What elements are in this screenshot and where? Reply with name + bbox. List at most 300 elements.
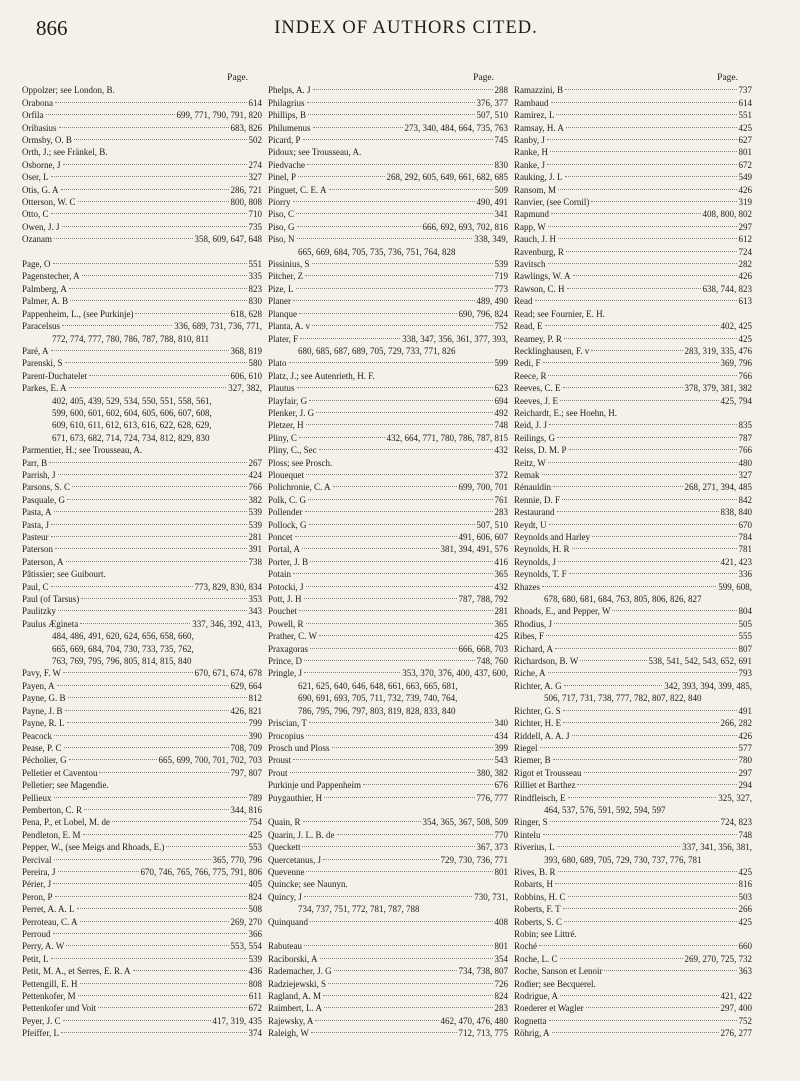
- dot-leader: [69, 759, 157, 760]
- dot-leader: [563, 387, 683, 388]
- page-references: 268, 292, 605, 649, 661, 682, 685: [386, 172, 508, 183]
- dot-leader: [563, 908, 737, 909]
- entry-line: [514, 978, 752, 990]
- author-name: Pasteur: [22, 532, 49, 542]
- author-name: Otis, G. A: [22, 184, 59, 195]
- running-title: INDEX OF AUTHORS CITED.: [274, 18, 538, 38]
- index-entry: [514, 457, 752, 469]
- entry-line: [22, 680, 262, 692]
- entry-line: [268, 432, 508, 444]
- page-references: 580: [248, 358, 262, 369]
- page-references-continued: 464, 537, 576, 591, 592, 594, 597: [544, 804, 666, 815]
- author-name: Oser, L: [22, 172, 49, 183]
- author-name: Prout: [268, 767, 288, 778]
- entry-line: [22, 146, 262, 158]
- index-entry: [22, 320, 262, 345]
- page-references: 491: [738, 705, 752, 716]
- author-name: Pepper, W., (see Meigs and Rhoads, E.): [22, 842, 165, 853]
- page-references: 807: [738, 643, 752, 654]
- index-entry: [268, 978, 508, 990]
- index-entry: [22, 581, 262, 593]
- page-references: 793: [738, 668, 752, 679]
- index-entry: [22, 779, 262, 791]
- author-name: Osborne, J: [22, 159, 61, 170]
- page-references: 343: [248, 606, 262, 617]
- entry-line: [22, 122, 262, 134]
- page-references: 432: [494, 445, 508, 456]
- dot-leader: [63, 672, 192, 673]
- dot-leader: [61, 1032, 247, 1033]
- entry-line: [514, 320, 752, 332]
- index-entry: [22, 444, 262, 456]
- index-entry: [514, 605, 752, 617]
- dot-leader: [61, 189, 229, 190]
- entry-line: [22, 568, 262, 580]
- dot-leader: [63, 164, 247, 165]
- author-name: Rintelu: [514, 829, 541, 840]
- page-references-continued: 680, 685, 687, 689, 705, 729, 733, 771, 826: [298, 345, 456, 356]
- author-name: Pena, P., et Lobel, M. de: [22, 817, 110, 828]
- index-entry: [514, 1027, 752, 1039]
- entry-line: [22, 345, 262, 357]
- entry-line: [22, 184, 262, 196]
- entry-line: [514, 866, 752, 878]
- author-name: Pelletier et Caventou: [22, 767, 98, 778]
- index-entry: [22, 705, 262, 717]
- author-name: Pappenheim, L., (see Purkinje): [22, 308, 134, 319]
- page-references: 282: [738, 259, 752, 270]
- index-entry: [22, 146, 262, 158]
- entry-line: [514, 965, 752, 977]
- author-name: Paracelsus: [22, 321, 60, 332]
- author-name: Reynolds, T. F: [514, 569, 567, 580]
- dot-leader: [133, 970, 247, 971]
- index-entry: [22, 122, 262, 134]
- entry-line: [514, 717, 752, 729]
- index-entry: [514, 146, 752, 158]
- page-references: 462, 470, 476, 480: [440, 1015, 508, 1026]
- dot-leader: [572, 548, 737, 549]
- page-references-continued: 786, 795, 796, 797, 803, 819, 828, 833, 840: [298, 705, 456, 716]
- author-name: Picard, P: [268, 135, 301, 146]
- page-references: 599: [494, 358, 508, 369]
- index-entry: [22, 519, 262, 531]
- entry-line: [22, 494, 262, 506]
- dot-leader: [66, 561, 247, 562]
- index-entry: [514, 395, 752, 407]
- index-entry: [268, 357, 508, 369]
- index-entry: [514, 295, 752, 307]
- author-name: Quercetanus, J: [268, 854, 321, 865]
- page-references: 838, 840: [720, 507, 752, 518]
- author-name: Oppolzer; see London, B.: [22, 85, 115, 96]
- dot-leader: [553, 486, 683, 487]
- page-references: 319: [738, 197, 752, 208]
- index-entry: [268, 742, 508, 754]
- index-entry: [514, 84, 752, 96]
- index-column-1: [22, 72, 262, 1040]
- author-name: Paré, A: [22, 345, 49, 356]
- entry-line: [22, 593, 262, 605]
- page-references: 363: [738, 966, 752, 977]
- entry-line: [22, 953, 262, 965]
- entry-line: [22, 667, 262, 679]
- author-name: Rodier; see Becquerel.: [514, 978, 596, 989]
- page-number: 866: [36, 16, 68, 40]
- index-entry: [22, 196, 262, 208]
- dot-leader: [293, 759, 492, 760]
- author-name: Palmer, A. B: [22, 296, 69, 307]
- entry-line: [22, 804, 262, 816]
- entry-line: [514, 221, 752, 233]
- entry-line: [514, 345, 752, 357]
- author-name: Rognetta: [514, 1015, 547, 1026]
- page-references-continued: 484, 486, 491, 620, 624, 656, 658, 660,: [52, 631, 194, 642]
- entry-line: [268, 754, 508, 766]
- dot-leader: [67, 722, 247, 723]
- entry-line: [268, 407, 508, 419]
- entry-line: [514, 109, 752, 121]
- page-references: 507, 510: [476, 519, 508, 530]
- author-name: Pease, P. C: [22, 742, 62, 753]
- dot-leader: [53, 933, 247, 934]
- dot-leader: [329, 189, 493, 190]
- page-references: 745: [494, 135, 508, 146]
- dot-leader: [310, 921, 493, 922]
- author-name: Perroud: [22, 929, 51, 939]
- index-entry: [514, 333, 752, 345]
- dot-leader: [563, 710, 737, 711]
- page-references: 666, 692, 693, 702, 816: [422, 221, 508, 232]
- index-entry: [22, 221, 262, 233]
- author-name: Roche, Sanson et Lenoir: [514, 966, 603, 977]
- entry-line: [22, 171, 262, 183]
- dot-leader: [560, 400, 719, 401]
- entry-line: [22, 792, 262, 804]
- author-name: Paulitzky: [22, 606, 56, 617]
- author-name: Pettengill, E. H: [22, 978, 78, 989]
- page-references: 773: [494, 283, 508, 294]
- page-references: 781: [738, 544, 752, 555]
- index-entry: [22, 978, 262, 990]
- dot-leader: [542, 474, 737, 475]
- entry-line: [22, 84, 262, 96]
- author-name: Pollock, G: [268, 519, 307, 530]
- index-entry: [514, 543, 752, 555]
- entry-line: [268, 333, 508, 345]
- author-name: Ranby, J: [514, 135, 545, 146]
- page-references: 683, 826: [230, 122, 262, 133]
- author-name: Rawlings, W. A: [514, 271, 571, 282]
- author-name: Pliny, C., Sec: [268, 445, 317, 456]
- entry-line: [22, 196, 262, 208]
- author-name: Restaurand: [514, 507, 555, 518]
- page-references: 670, 671, 674, 678: [194, 668, 262, 679]
- index-entry: [514, 320, 752, 332]
- index-entry: [514, 630, 752, 642]
- dot-leader: [566, 251, 737, 252]
- index-entry: [268, 320, 508, 332]
- index-entry: [514, 990, 752, 1002]
- index-entry: [514, 109, 752, 121]
- author-name: Pringle, J: [268, 668, 303, 679]
- author-name: Pendleton, E. M: [22, 829, 81, 840]
- author-name: Riegel: [514, 742, 538, 753]
- author-name: Pasta, A: [22, 507, 52, 518]
- page-references: 374: [248, 1028, 262, 1039]
- page-references: 752: [738, 1015, 752, 1026]
- entry-line: [514, 407, 752, 419]
- index-entry: [514, 208, 752, 220]
- index-entry: [268, 444, 508, 456]
- entry-line: [268, 370, 508, 382]
- index-entry: [22, 1015, 262, 1027]
- dot-leader: [558, 871, 737, 872]
- author-name: Proust: [268, 755, 292, 766]
- entry-line: [268, 519, 508, 531]
- dot-leader: [64, 747, 229, 748]
- page-references: 434: [494, 730, 508, 741]
- index-entry: [22, 667, 262, 679]
- index-entry: [514, 878, 752, 890]
- dot-leader: [313, 127, 403, 128]
- index-entry: [22, 605, 262, 617]
- dot-leader: [328, 983, 493, 984]
- author-name: Roberts, F. T: [514, 904, 561, 915]
- index-entry: [22, 543, 262, 555]
- page-references: 549: [738, 172, 752, 183]
- author-name: Potocki, J: [268, 581, 304, 592]
- dot-leader: [51, 350, 229, 351]
- page-references: 614: [738, 97, 752, 108]
- dot-leader: [323, 995, 493, 996]
- author-name: Richter, H. E: [514, 718, 562, 729]
- dot-leader: [54, 797, 247, 798]
- author-name: Piorry: [268, 197, 291, 208]
- index-entry: [268, 891, 508, 916]
- author-name: Priscian, T: [268, 718, 307, 729]
- author-name: Richter, G. S: [514, 705, 561, 716]
- entry-line: [514, 556, 752, 568]
- entry-line: [514, 283, 752, 295]
- entry-line: [22, 978, 262, 990]
- entry-line: [22, 1027, 262, 1039]
- dot-leader: [306, 735, 493, 736]
- author-name: Pott, J. H: [268, 594, 302, 605]
- page-references: 509: [494, 184, 508, 195]
- page-references: 283, 319, 335, 476: [684, 345, 752, 356]
- index-entry: [268, 233, 508, 258]
- page-references: 365, 770, 796: [212, 854, 262, 865]
- entry-line: [22, 878, 262, 890]
- entry-line: [268, 395, 508, 407]
- dot-leader: [549, 424, 736, 425]
- entry-line: [514, 146, 752, 158]
- dot-leader: [323, 859, 439, 860]
- index-entry: [268, 1027, 508, 1039]
- author-name: Prather, C. W: [268, 631, 317, 642]
- dot-leader: [555, 883, 737, 884]
- page-references: 835: [738, 420, 752, 431]
- dot-leader: [586, 1007, 719, 1008]
- dot-leader: [51, 586, 193, 587]
- index-entry: [268, 407, 508, 419]
- author-name: Perry, A. W: [22, 941, 65, 952]
- page-references: 816: [738, 879, 752, 890]
- page-references: 390: [248, 730, 262, 741]
- dot-leader: [557, 437, 736, 438]
- index-entry: [268, 432, 508, 444]
- index-entry: [268, 308, 508, 320]
- page-references: 660: [738, 941, 752, 952]
- page-references: 286, 721: [230, 184, 262, 195]
- page-references: 274: [248, 159, 262, 170]
- page-references: 665, 699, 700, 701, 702, 703: [158, 755, 262, 766]
- index-entry: [514, 270, 752, 282]
- page-references-continued: 763, 769, 795, 796, 805, 814, 815, 840: [52, 656, 192, 667]
- entry-line: [268, 717, 508, 729]
- dot-leader: [54, 735, 247, 736]
- author-name: Payen, A: [22, 680, 55, 691]
- entry-line: [514, 184, 752, 196]
- author-name: Pletzer, H: [268, 420, 304, 431]
- page-references: 378, 379, 381, 382: [684, 383, 752, 394]
- entry-line: [514, 171, 752, 183]
- author-name: Phelps, A. J: [268, 85, 311, 96]
- entry-line: [514, 643, 752, 655]
- index-entry: [22, 717, 262, 729]
- author-name: Ringer, S: [514, 817, 548, 828]
- page-references: 266: [738, 904, 752, 915]
- author-name: Ransom, M: [514, 184, 557, 195]
- page-references: 761: [494, 494, 508, 505]
- index-entry: [268, 333, 508, 358]
- author-name: Petit, M. A., et Serres, E. R. A: [22, 966, 131, 977]
- author-name: Rajewsky, A: [268, 1015, 314, 1026]
- index-entry: [22, 295, 262, 307]
- author-name: Prince, D: [268, 656, 302, 667]
- author-name: Reichardt, E.; see Hoehn, H.: [514, 407, 617, 418]
- entry-line: [514, 754, 752, 766]
- author-name: Rauch, J. H: [514, 234, 556, 245]
- page-references: 724, 823: [720, 817, 752, 828]
- index-entry: [22, 159, 262, 171]
- dot-leader: [311, 1032, 457, 1033]
- entry-line: [514, 618, 752, 630]
- author-name: Ploss; see Prosch.: [268, 457, 333, 468]
- index-entry: [514, 940, 752, 952]
- author-name: Planque: [268, 308, 297, 319]
- author-name: Pfeiffer, L: [22, 1028, 59, 1039]
- entry-line: [268, 295, 508, 307]
- author-name: Orfila: [22, 110, 44, 121]
- index-entry: [22, 481, 262, 493]
- index-entry: [268, 605, 508, 617]
- page-references: 754: [248, 817, 262, 828]
- dot-leader: [80, 623, 190, 624]
- page-references: 436: [248, 966, 262, 977]
- page-references: 288: [494, 85, 508, 96]
- index-entry: [268, 270, 508, 282]
- entry-line: [514, 519, 752, 531]
- entry-line: [22, 742, 262, 754]
- index-entry: [268, 494, 508, 506]
- entry-line: [514, 457, 752, 469]
- index-entry: [514, 184, 752, 196]
- page-references: 780: [738, 755, 752, 766]
- page-references: 672: [738, 159, 752, 170]
- index-entry: [514, 779, 752, 791]
- page-references: 503: [738, 891, 752, 902]
- dot-leader: [539, 945, 737, 946]
- index-entry: [514, 531, 752, 543]
- index-entry: [514, 618, 752, 630]
- index-entry: [22, 308, 262, 320]
- entry-line: [22, 767, 262, 779]
- page-references: 773, 829, 830, 834: [194, 581, 262, 592]
- entry-line: [268, 581, 508, 593]
- author-name: Rapp, W: [514, 221, 546, 232]
- index-entry: [514, 357, 752, 369]
- author-name: Petit, L: [22, 953, 49, 964]
- entry-line: [514, 469, 752, 481]
- entry-line: [514, 395, 752, 407]
- dot-leader: [66, 945, 228, 946]
- dot-leader: [592, 536, 737, 537]
- page-references-continued: 671, 673, 682, 714, 724, 734, 812, 829, 830: [52, 432, 210, 443]
- author-name: Pidoux; see Trousseau, A.: [268, 147, 362, 158]
- author-name: Ramirez, L: [514, 110, 555, 121]
- dot-leader: [296, 213, 492, 214]
- dot-leader: [563, 722, 718, 723]
- index-entry: [268, 481, 508, 493]
- dot-leader: [604, 970, 736, 971]
- entry-line: [22, 469, 262, 481]
- index-entry: [268, 382, 508, 394]
- index-entry: [268, 184, 508, 196]
- page-references: 358, 609, 647, 648: [194, 234, 262, 245]
- entry-line: [514, 779, 752, 791]
- page-references: 606, 610: [230, 370, 262, 381]
- index-entry: [514, 1015, 752, 1027]
- dot-leader: [112, 821, 247, 822]
- index-entry: [22, 916, 262, 928]
- page-column-label: Page.: [227, 73, 248, 83]
- dot-leader: [319, 635, 493, 636]
- index-entry: [268, 122, 508, 134]
- page-references: 426: [738, 730, 752, 741]
- entry-line: [268, 506, 508, 518]
- index-entry: [514, 953, 752, 965]
- author-name: Röhrig, A: [514, 1028, 550, 1039]
- dot-leader: [316, 412, 492, 413]
- page-references: 335: [248, 271, 262, 282]
- page-references: 708, 709: [230, 742, 262, 753]
- entry-line: [514, 903, 752, 915]
- entry-line: [268, 146, 508, 158]
- page-references: 336: [738, 569, 752, 580]
- dot-leader: [554, 623, 736, 624]
- index-entry: [268, 568, 508, 580]
- author-name: Otto, C: [22, 209, 49, 220]
- entry-line: [22, 320, 262, 332]
- entry-line: [268, 841, 508, 853]
- page-references: 372: [494, 469, 508, 480]
- entry-line: [514, 208, 752, 220]
- author-name: Powell, R: [268, 618, 304, 629]
- entry-line: [514, 357, 752, 369]
- dot-leader: [309, 524, 475, 525]
